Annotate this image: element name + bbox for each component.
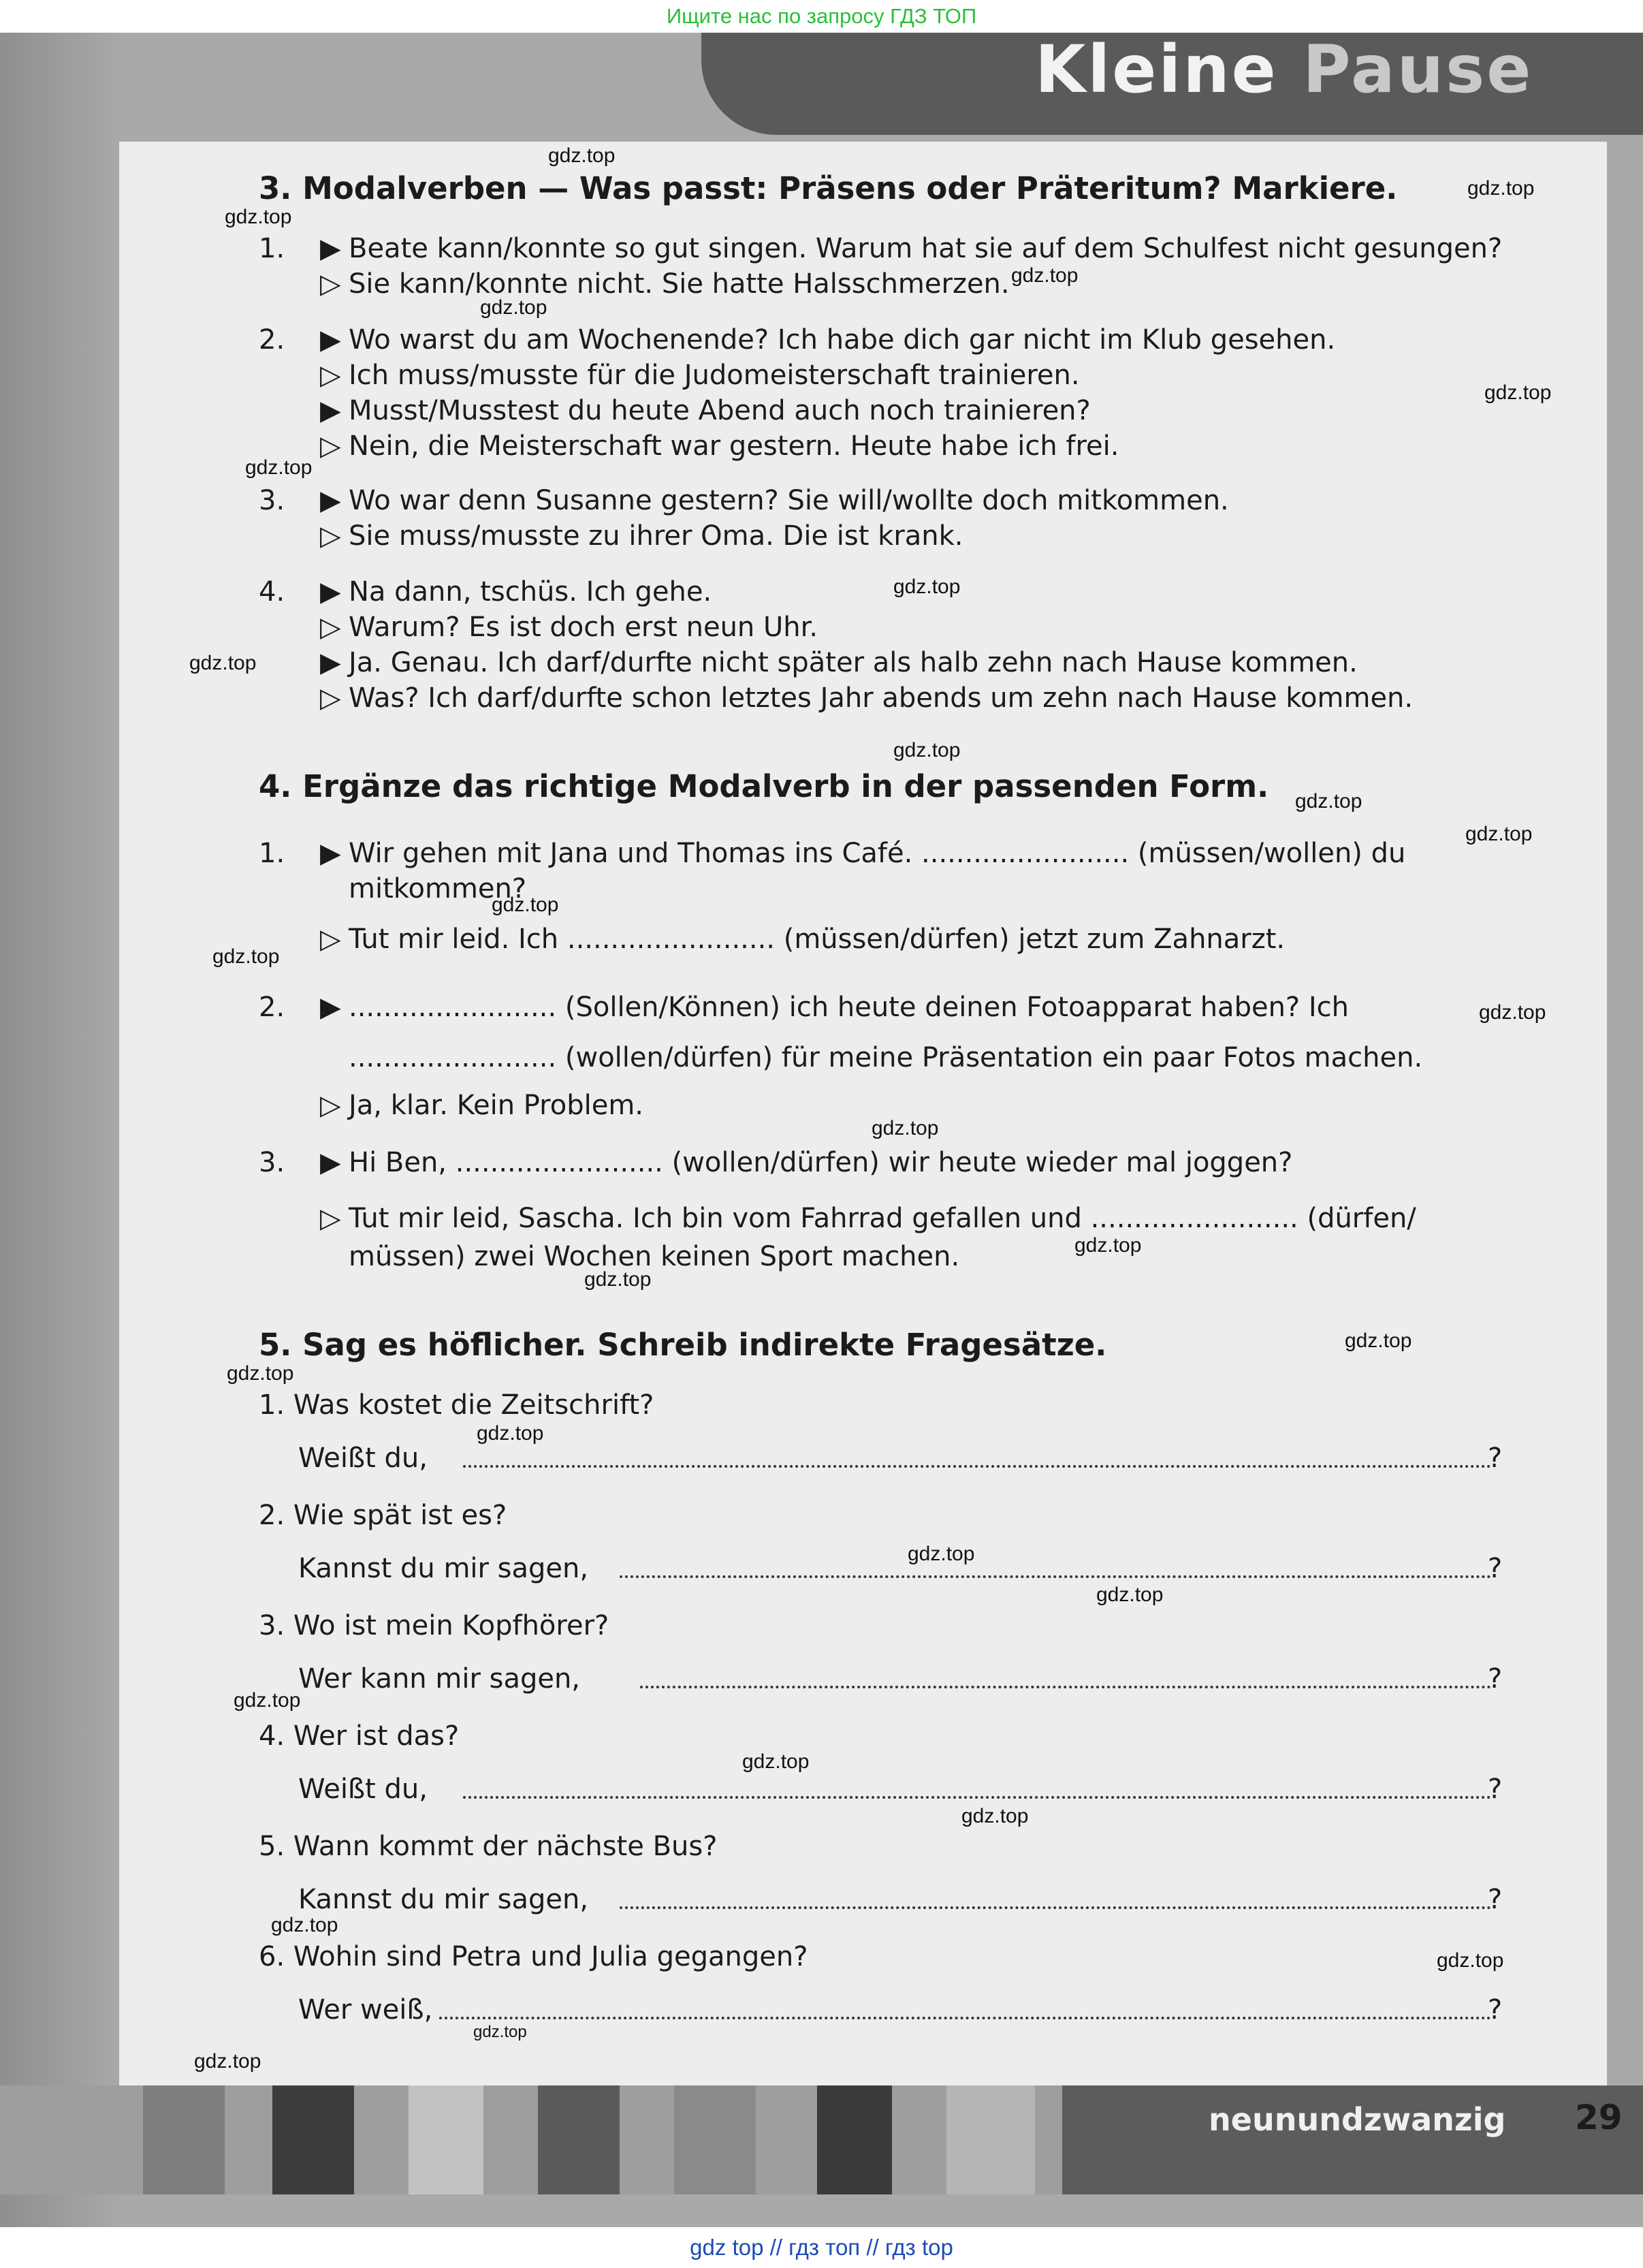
ex3-line-text[interactable]: Ich muss/musste für die Judomeisterschaft trainieren.: [349, 360, 1080, 391]
ex3-line: [320, 647, 1358, 678]
filled-arrow-icon: ▶: [320, 992, 341, 1023]
ex4-line: [320, 992, 1349, 1023]
ex3-line-text[interactable]: Nein, die Meisterschaft war gestern. Heute habe ich frei.: [349, 430, 1119, 462]
ex5-prompt: Weißt du,: [298, 1443, 428, 1474]
ex5-prompt: Wer kann mir sagen,: [298, 1663, 581, 1695]
outline-arrow-icon: ▷: [320, 924, 341, 955]
ex5-question: [259, 1941, 808, 1972]
ex5-item-number: 3.: [259, 1610, 285, 1641]
ex3-line-text[interactable]: Ja. Genau. Ich darf/durfte nicht später als halb zehn nach Hause kommen.: [349, 647, 1358, 678]
watermark: gdz.top: [234, 1689, 301, 1712]
watermark: gdz.top: [742, 1750, 810, 1773]
ex5-question: [259, 1831, 717, 1862]
exercise-5-title: 5. Sag es höflicher. Schreib indirekte Fragesätze.: [259, 1327, 1107, 1363]
answer-line[interactable]: [439, 2016, 1491, 2019]
answer-line[interactable]: [463, 1464, 1491, 1468]
ex3-line-text[interactable]: Was? Ich darf/durfte schon letztes Jahr abends um zehn nach Hause kommen.: [349, 682, 1414, 714]
watermark: gdz.top: [477, 1422, 544, 1445]
outline-arrow-icon: ▷: [320, 360, 341, 391]
ex3-item-number: 3.: [259, 485, 285, 516]
ex4-line: [320, 924, 1285, 955]
ex3-line: [320, 324, 1335, 356]
ex4-gap-line[interactable]: Tut mir leid. Ich ........................ (müssen/dürfen) jetzt zum Zahnarzt.: [349, 924, 1286, 955]
watermark: gdz.top: [1437, 1949, 1504, 1972]
filled-arrow-icon: ▶: [320, 576, 341, 608]
ex4-line: [320, 838, 1405, 869]
section-title-dark: Kleine: [1035, 33, 1278, 108]
filled-arrow-icon: ▶: [320, 233, 341, 264]
outline-arrow-icon: ▷: [320, 520, 341, 552]
watermark: gdz.top: [548, 144, 616, 167]
ex3-line-text[interactable]: Warum? Es ist doch erst neun Uhr.: [349, 612, 818, 643]
watermark: gdz.top: [1345, 1329, 1412, 1352]
top-banner[interactable]: Ищите нас по запросу ГДЗ ТОП: [666, 4, 977, 28]
answer-line[interactable]: [640, 1685, 1491, 1688]
ex3-line-text[interactable]: Musst/Musstest du heute Abend auch noch trainieren?: [349, 395, 1091, 426]
filled-arrow-icon: ▶: [320, 395, 341, 426]
watermark: gdz.top: [908, 1543, 975, 1565]
page-number: 29: [1575, 2098, 1623, 2137]
watermark: gdz.top: [473, 2023, 527, 2041]
watermark: gdz.top: [1467, 177, 1535, 200]
page-edge-shadow: [0, 33, 123, 2227]
answer-line[interactable]: [620, 1575, 1491, 1578]
ex3-line-text[interactable]: Wo war denn Susanne gestern? Sie will/wollte doch mitkommen.: [349, 485, 1229, 516]
ex3-line: [320, 682, 1413, 714]
ex3-line: [320, 576, 712, 608]
filled-arrow-icon: ▶: [320, 838, 341, 869]
ex4-line-text: müssen) zwei Wochen keinen Sport machen.: [349, 1241, 960, 1272]
outline-arrow-icon: ▷: [320, 1090, 341, 1121]
ex4-line: [320, 1042, 1422, 1073]
answer-line[interactable]: [463, 1795, 1491, 1799]
watermark: gdz.top: [480, 296, 547, 319]
watermark: gdz.top: [189, 652, 257, 674]
ex3-line-text[interactable]: Beate kann/konnte so gut singen. Warum hat sie auf dem Schulfest nicht gesungen?: [349, 233, 1503, 264]
ex4-line: [320, 1090, 643, 1121]
ex4-line-text: Ja, klar. Kein Problem.: [349, 1090, 644, 1121]
outline-arrow-icon: ▷: [320, 612, 341, 643]
section-title: [1035, 33, 1533, 108]
watermark: gdz.top: [893, 576, 961, 598]
ex3-line-text[interactable]: Sie muss/musste zu ihrer Oma. Die ist krank.: [349, 520, 963, 552]
ex4-line: [320, 1203, 1416, 1234]
footer-stripe: [674, 2085, 756, 2194]
ex4-gap-line[interactable]: Hi Ben, ........................ (wollen/dürfen) wir heute wieder mal joggen?: [349, 1147, 1293, 1178]
ex5-question: [259, 1389, 654, 1421]
ex3-item-number: 1.: [259, 233, 285, 264]
ex3-line: [320, 268, 1010, 300]
answer-end-mark: ?: [1488, 1774, 1503, 1805]
ex4-line: [320, 1147, 1292, 1178]
outline-arrow-icon: ▷: [320, 682, 341, 714]
ex3-item-number: 2.: [259, 324, 285, 356]
filled-arrow-icon: ▶: [320, 647, 341, 678]
ex5-question-text: Wie spät ist es?: [293, 1500, 507, 1531]
watermark: gdz.top: [1295, 790, 1362, 813]
watermark: gdz.top: [1011, 264, 1079, 287]
ex4-line-text: mitkommen?: [349, 873, 527, 904]
answer-line[interactable]: [620, 1906, 1491, 1909]
exercise-3-title: 3. Modalverben — Was passt: Präsens oder Präteritum? Markiere.: [259, 170, 1398, 206]
ex4-item-number: 1.: [259, 838, 285, 869]
watermark: gdz.top: [194, 2050, 261, 2073]
outline-arrow-icon: ▷: [320, 430, 341, 462]
watermark: gdz.top: [961, 1805, 1029, 1827]
ex4-item-number: 3.: [259, 1147, 285, 1178]
watermark: gdz.top: [225, 206, 292, 228]
ex3-line: [320, 395, 1091, 426]
ex4-gap-line[interactable]: Wir gehen mit Jana und Thomas ins Café. ........................ (müssen/wollen) du: [349, 838, 1406, 869]
watermark: gdz.top: [872, 1117, 939, 1139]
ex5-item-number: 2.: [259, 1500, 285, 1531]
ex5-question-text: Was kostet die Zeitschrift?: [293, 1389, 654, 1421]
outline-arrow-icon: ▷: [320, 1203, 341, 1234]
footer-stripe: [538, 2085, 620, 2194]
answer-end-mark: ?: [1488, 1443, 1503, 1474]
ex5-question-text: Wer ist das?: [293, 1720, 460, 1752]
ex5-prompt: Weißt du,: [298, 1774, 428, 1805]
ex3-line-text[interactable]: Wo warst du am Wochenende? Ich habe dich gar nicht im Klub gesehen.: [349, 324, 1336, 356]
watermark: gdz.top: [212, 945, 280, 968]
watermark: gdz.top: [245, 456, 313, 479]
bottom-banner[interactable]: gdz top // гдз топ // гдз top: [0, 2227, 1643, 2268]
ex5-question: [259, 1500, 507, 1531]
ex4-gap-line[interactable]: ........................ (Sollen/Können) ich heute deinen Fotoapparat haben? Ich: [349, 992, 1350, 1023]
answer-end-mark: ?: [1488, 1663, 1503, 1695]
footer-stripe: [409, 2085, 483, 2194]
footer-stripe: [272, 2085, 354, 2194]
section-title-light: Pause: [1303, 33, 1533, 108]
footer-stripe: [143, 2085, 225, 2194]
answer-end-mark: ?: [1488, 1553, 1503, 1584]
filled-arrow-icon: ▶: [320, 324, 341, 356]
watermark: gdz.top: [1484, 381, 1552, 404]
watermark: gdz.top: [1074, 1234, 1142, 1257]
ex5-question: [259, 1610, 609, 1641]
answer-end-mark: ?: [1488, 1994, 1503, 2026]
ex5-question-text: Wann kommt der nächste Bus?: [293, 1831, 718, 1862]
watermark: gdz.top: [1465, 823, 1533, 845]
ex4-gap-line[interactable]: Tut mir leid, Sascha. Ich bin vom Fahrrad gefallen und ........................ (dürfen/: [349, 1203, 1416, 1234]
ex3-line: [320, 612, 818, 643]
ex5-question: [259, 1720, 459, 1752]
answer-end-mark: ?: [1488, 1884, 1503, 1915]
ex5-question-text: Wo ist mein Kopfhörer?: [293, 1610, 609, 1641]
watermark: gdz.top: [893, 739, 961, 761]
ex5-prompt: Kannst du mir sagen,: [298, 1553, 589, 1584]
ex3-line: [320, 485, 1229, 516]
ex5-item-number: 1.: [259, 1389, 285, 1421]
ex5-prompt: Wer weiß,: [298, 1994, 433, 2026]
outline-arrow-icon: ▷: [320, 268, 341, 300]
filled-arrow-icon: ▶: [320, 1147, 341, 1178]
ex5-item-number: 6.: [259, 1941, 285, 1972]
exercise-4-title: 4. Ergänze das richtige Modalverb in der passenden Form.: [259, 768, 1269, 804]
ex4-gap-line[interactable]: ........................ (wollen/dürfen) für meine Präsentation ein paar Fotos machen.: [349, 1042, 1423, 1073]
footer-stripe: [946, 2085, 1035, 2194]
ex3-line-text[interactable]: Na dann, tschüs. Ich gehe.: [349, 576, 712, 608]
watermark: gdz.top: [1479, 1001, 1546, 1024]
footer-stripe: [817, 2085, 892, 2194]
ex4-item-number: 2.: [259, 992, 285, 1023]
watermark: gdz.top: [1096, 1584, 1164, 1606]
ex5-item-number: 4.: [259, 1720, 285, 1752]
watermark: gdz.top: [227, 1362, 294, 1385]
ex5-item-number: 5.: [259, 1831, 285, 1862]
page-number-word: neunundzwanzig: [1209, 2101, 1506, 2138]
ex3-line: [320, 430, 1119, 462]
ex3-line: [320, 360, 1080, 391]
ex3-line: [320, 233, 1502, 264]
watermark: gdz.top: [584, 1268, 652, 1291]
ex3-item-number: 4.: [259, 576, 285, 608]
ex3-line: [320, 520, 963, 552]
watermark: gdz.top: [271, 1914, 338, 1936]
ex5-question-text: Wohin sind Petra und Julia gegangen?: [293, 1941, 808, 1972]
watermark: gdz.top: [492, 894, 559, 916]
ex5-prompt: Kannst du mir sagen,: [298, 1884, 589, 1915]
ex3-line-text[interactable]: Sie kann/konnte nicht. Sie hatte Halsschmerzen.: [349, 268, 1010, 300]
filled-arrow-icon: ▶: [320, 485, 341, 516]
